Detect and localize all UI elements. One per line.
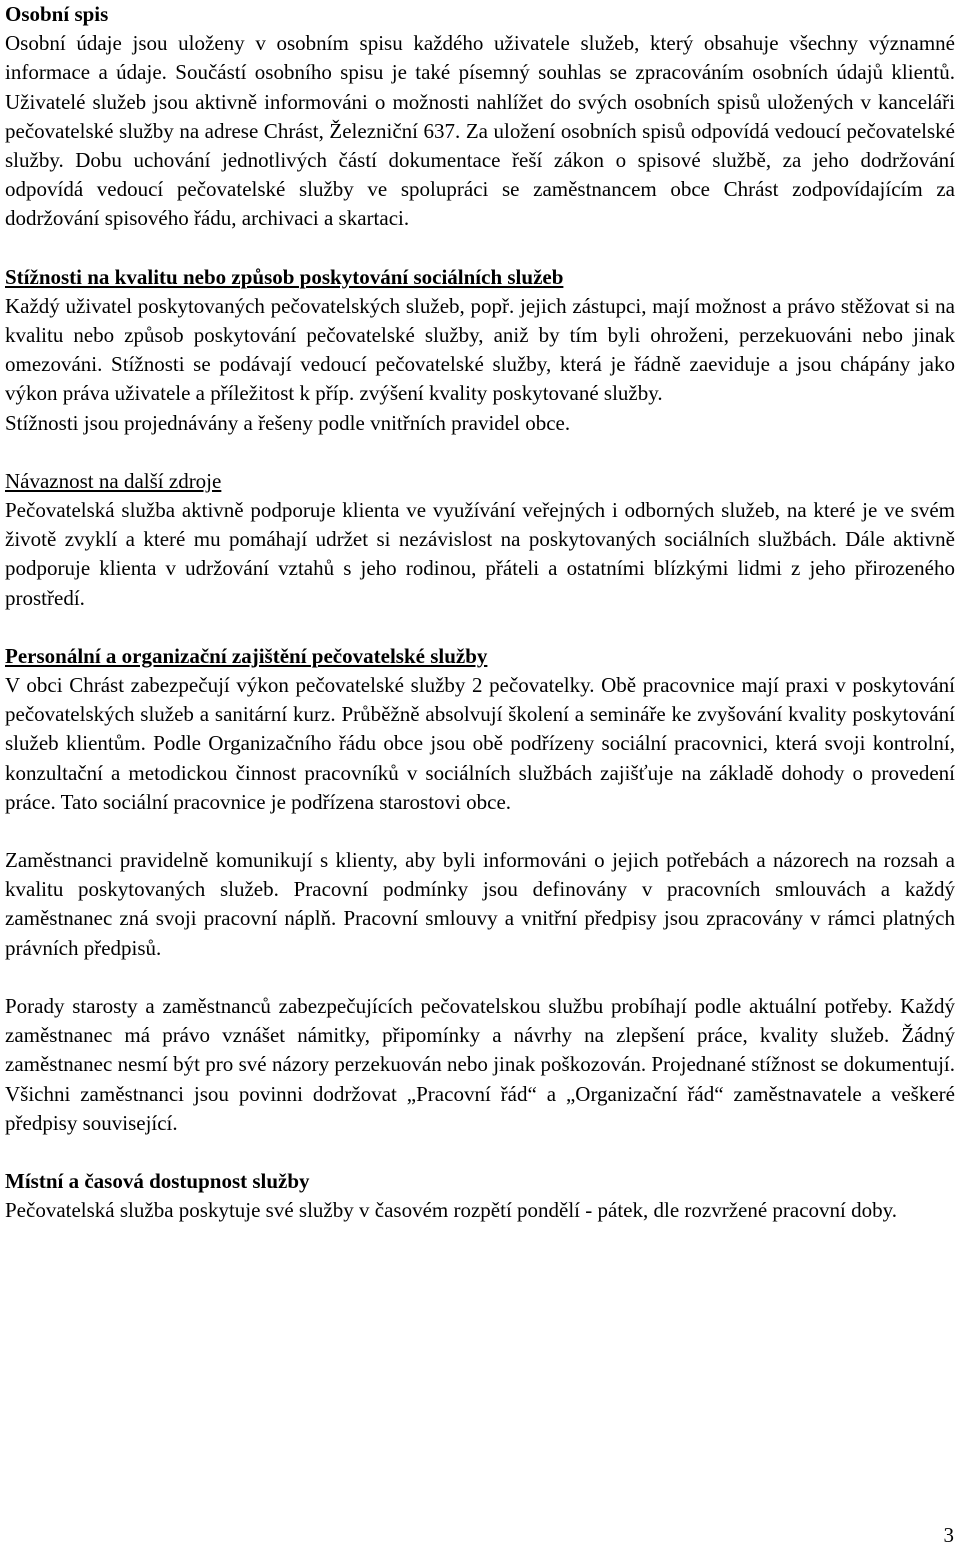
section-staffing: [5, 642, 955, 817]
section-personal-file: [5, 0, 955, 234]
section-communication: [5, 846, 955, 963]
section-paragraph: Každý uživatel poskytovaných pečovatelských služeb, popř. jejich zástupci, mají možnost a právo stěžovat si na kvalitu nebo způsob poskytování pečovatelské služby, aniž by tím byli ohroženi, perzekuováni nebo jinak omezováni. Stížnosti se podávají vedoucí pečovatelské služby, která je řádně zaeviduje a jsou chápány jako výkon práva uživatele a příležitost k příp. zvýšení kvality poskytované služby.: [5, 293, 955, 406]
section-paragraph: Stížnosti jsou projednávány a řešeny podle vnitřních pravidel obce.: [5, 410, 571, 435]
section-meetings: [5, 992, 955, 1138]
page-number: 3: [943, 1523, 954, 1547]
document-page: [5, 0, 955, 1225]
section-heading: Personální a organizační zajištění pečovatelské služby: [5, 643, 488, 668]
section-availability: [5, 1167, 955, 1225]
section-paragraph: Pečovatelská služba aktivně podporuje klienta ve využívání veřejných i odborných služeb, na které je ve svém životě zvyklí a které mu pomáhají udržet si nezávislost na poskytovaných sociálních službách. Dále aktivně podporuje klienta v udržování vztahů s jeho rodinou, přáteli a ostatními blízkými lidmi z jeho přirozeného prostředí.: [5, 498, 955, 610]
section-heading: Návaznost na další zdroje: [5, 468, 222, 493]
section-paragraph: Zaměstnanci pravidelně komunikují s klienty, aby byli informováni o jejich potřebách a názorech na rozsah a kvalitu poskytovaných služeb. Pracovní podmínky jsou definovány v pracovních smlouvách a každý zaměstnanec zná svoji pracovní náplň. Pracovní smlouvy a vnitřní předpisy jsou zpracovány v rámci platných právních předpisů.: [5, 848, 955, 960]
section-heading: Místní a časová dostupnost služby: [5, 1168, 310, 1193]
section-paragraph: Osobní údaje jsou uloženy v osobním spisu každého uživatele služeb, který obsahuje všechny významné informace a údaje. Součástí osobního spisu je také písemný souhlas se zpracováním osobních údajů klientů. Uživatelé služeb jsou aktivně informováni o možnosti nahlížet do svých osobních spisů uložených v kanceláři pečovatelské služby na adrese Chrást, Železniční 637. Za uložení osobních spisů odpovídá vedoucí pečovatelské služby. Dobu uchování jednotlivých částí dokumentace řeší zákon o spisové službě, za jeho dodržování odpovídá vedoucí pečovatelské služby ve spolupráci se zaměstnancem obce Chrást zodpovídajícím za dodržování spisového řádu, archivaci a skartaci.: [5, 31, 955, 231]
section-resources: [5, 467, 955, 613]
section-paragraph: Porady starosty a zaměstnanců zabezpečujících pečovatelskou službu probíhají podle aktuální potřeby. Každý zaměstnanec má právo vznášet námitky, připomínky a návrhy na zlepšení práce, kvality služeb. Žádný zaměstnanec nesmí být pro své názory perzekuován nebo jinak poškozován. Projednané stížnost se dokumentují. Všichni zaměstnanci jsou povinni dodržovat „Pracovní řád“ a „Organizační řád“ zaměstnavatele a veškeré předpisy související.: [5, 993, 955, 1135]
section-heading: Osobní spis: [5, 2, 109, 26]
section-paragraph: Pečovatelská služba poskytuje své služby v časovém rozpětí pondělí - pátek, dle rozvržené pracovní doby.: [5, 1198, 898, 1223]
section-heading: Stížnosti na kvalitu nebo způsob poskytování sociálních služeb: [5, 264, 564, 289]
section-complaints: [5, 263, 955, 438]
section-paragraph: V obci Chrást zabezpečují výkon pečovatelské služby 2 pečovatelky. Obě pracovnice mají praxi v poskytování pečovatelských služeb a sanitární kurz. Průběžně absolvují školení a semináře ke zvyšování kvality poskytování služeb klientům. Podle Organizačního řádu obce jsou obě podřízeny sociální pracovnici, která svoji kontrolní, konzultační a metodickou činnost pracovníků v sociálních službách zajišťuje na základě dohody o provedení práce. Tato sociální pracovnice je podřízena starostovi obce.: [5, 673, 955, 814]
